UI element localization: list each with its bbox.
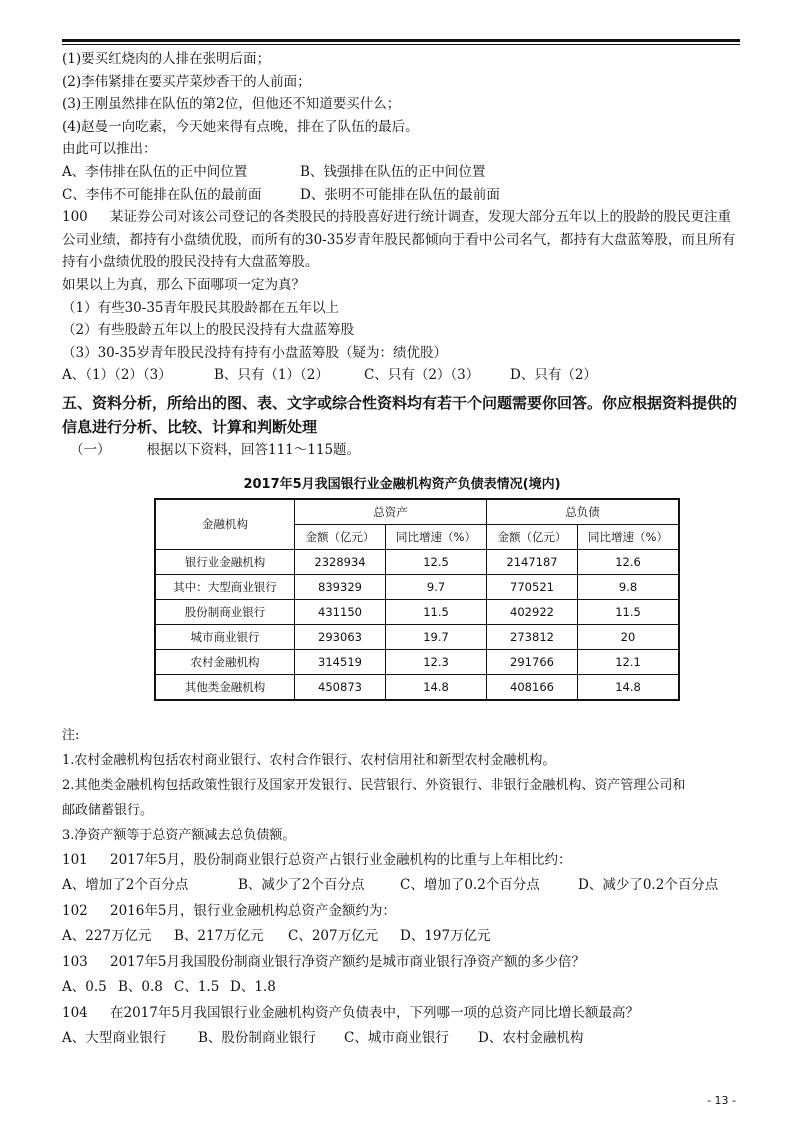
header-rule-thick bbox=[62, 39, 740, 42]
table-header-row bbox=[155, 499, 679, 525]
cell-assets-amount: 839329 bbox=[295, 574, 386, 599]
condition-line: (3)王刚虽然排在队伍的第2位，但他还不知道要买什么； bbox=[62, 96, 401, 113]
question-number: 103 bbox=[62, 953, 88, 970]
question-103 bbox=[62, 950, 742, 1001]
cell-liab-amount: 402922 bbox=[487, 599, 578, 624]
cell-liab-amount: 291766 bbox=[487, 649, 578, 674]
table-row bbox=[155, 599, 679, 624]
question-102 bbox=[62, 899, 742, 950]
header-liab-amount: 金额（亿元） bbox=[487, 524, 578, 549]
sub-section-text: 根据以下资料，回答111～115题。 bbox=[146, 441, 361, 458]
cell-institution: 股份制商业银行 bbox=[155, 599, 295, 624]
q99-option-a: A、李伟排在队伍的正中间位置 bbox=[62, 163, 248, 180]
page-number: - 13 - bbox=[707, 1094, 736, 1107]
header-assets-amount: 金额（亿元） bbox=[295, 524, 386, 549]
question-number: 104 bbox=[62, 1004, 88, 1021]
header-total-assets: 总资产 bbox=[295, 499, 487, 525]
q100-option-a: A、（1）（2）（3） bbox=[62, 367, 172, 384]
option-b: B、0.8 bbox=[118, 979, 163, 996]
option-a: A、大型商业银行 bbox=[62, 1030, 167, 1047]
inference-text: 由此可以推出： bbox=[62, 141, 157, 158]
option-d: D、197万亿元 bbox=[400, 928, 491, 945]
question-text: 2017年5月，股份制商业银行总资产占银行业金融机构的比重与上年相比约： bbox=[110, 851, 572, 868]
table-row bbox=[155, 574, 679, 599]
header-rule-thin bbox=[62, 44, 740, 45]
q99-option-d: D、张明不可能排在队伍的最前面 bbox=[300, 186, 500, 203]
cell-assets-amount: 450873 bbox=[295, 674, 386, 700]
option-b: B、217万亿元 bbox=[174, 928, 264, 945]
cell-assets-growth: 12.3 bbox=[386, 649, 487, 674]
q100-item: （3）30-35岁青年股民没持有持有小盘蓝筹股（疑为：绩优股） bbox=[62, 344, 448, 361]
cell-liab-amount: 273812 bbox=[487, 624, 578, 649]
header-institution: 金融机构 bbox=[155, 499, 295, 550]
cell-assets-growth: 12.5 bbox=[386, 549, 487, 574]
condition-line: (2)李伟紧排在要买芹菜炒香干的人前面； bbox=[62, 73, 311, 90]
note-line: 邮政储蓄银行。 bbox=[62, 802, 154, 818]
question-text: 2017年5月我国股份制商业银行净资产额约是城市商业银行净资产额的多少倍？ bbox=[110, 953, 585, 970]
header-assets-growth: 同比增速（%） bbox=[386, 524, 487, 549]
header-total-liabilities: 总负债 bbox=[487, 499, 680, 525]
q100-item: （1）有些30-35青年股民其股龄都在五年以上 bbox=[62, 299, 340, 316]
cell-liab-growth: 11.5 bbox=[578, 599, 680, 624]
question-number: 100 bbox=[62, 209, 88, 226]
conditions bbox=[62, 48, 742, 138]
balance-sheet-table bbox=[154, 498, 680, 701]
q99-options-row bbox=[62, 184, 742, 207]
option-c: C、207万亿元 bbox=[288, 928, 379, 945]
option-d: D、减少了0.2个百分点 bbox=[578, 877, 719, 894]
cell-assets-growth: 11.5 bbox=[386, 599, 487, 624]
table-row bbox=[155, 649, 679, 674]
question-number: 102 bbox=[62, 902, 88, 919]
option-b: B、股份制商业银行 bbox=[198, 1030, 316, 1047]
cell-assets-growth: 14.8 bbox=[386, 674, 487, 700]
option-a: A、增加了2个百分点 bbox=[62, 877, 189, 894]
q99-option-b: B、钱强排在队伍的正中间位置 bbox=[300, 163, 486, 180]
cell-liab-amount: 408166 bbox=[487, 674, 578, 700]
cell-assets-amount: 293063 bbox=[295, 624, 386, 649]
question-text: 在2017年5月我国银行业金融机构资产负债表中，下列哪一项的总资产同比增长额最高？ bbox=[110, 1004, 639, 1021]
cell-institution: 城市商业银行 bbox=[155, 624, 295, 649]
question-101 bbox=[62, 848, 742, 899]
option-c: C、城市商业银行 bbox=[344, 1030, 449, 1047]
sub-section-label: （一） bbox=[70, 441, 111, 458]
cell-institution: 农村金融机构 bbox=[155, 649, 295, 674]
cell-assets-amount: 314519 bbox=[295, 649, 386, 674]
cell-liab-growth: 14.8 bbox=[578, 674, 680, 700]
cell-liab-growth: 20 bbox=[578, 624, 680, 649]
q99-options-row bbox=[62, 161, 742, 184]
q100-option-c: C、只有（2）（3） bbox=[364, 367, 480, 384]
q99-option-c: C、李伟不可能排在队伍的最前面 bbox=[62, 186, 262, 203]
sub-section bbox=[62, 439, 742, 461]
note-line: 2.其他类金融机构包括政策性银行及国家开发银行、民营银行、外资银行、非银行金融机构、资产管理公司和 bbox=[62, 777, 686, 793]
section-heading: 五、资料分析，所给出的图、表、文字或综合性资料均有若干个问题需要你回答。你应根据资料提供的信息进行分析、比较、计算和判断处理 bbox=[62, 393, 738, 436]
question-text: 2016年5月，银行业金融机构总资产金额约为： bbox=[110, 902, 396, 919]
table-row bbox=[155, 674, 679, 700]
table-row bbox=[155, 624, 679, 649]
question-text: 某证券公司对该公司登记的各类股民的持股喜好进行统计调查，发现大部分五年以上的股龄的股民更注重公司业绩，都持有小盘绩优股，而所有的30-35岁青年股民都倾向于看中公司名气，都持有大盘蓝筹股，而且所有持有小盘绩优股的股民没持有大盘蓝筹股。 bbox=[62, 209, 736, 271]
cell-assets-amount: 431150 bbox=[295, 599, 386, 624]
table-row bbox=[155, 549, 679, 574]
table-notes bbox=[62, 723, 742, 848]
q100-options-row bbox=[62, 364, 742, 387]
option-c: C、增加了0.2个百分点 bbox=[400, 877, 540, 894]
q100-item: （2）有些股龄五年以上的股民没持有大盘蓝筹股 bbox=[62, 322, 355, 339]
note-line: 1.农村金融机构包括农村商业银行、农村合作银行、农村信用社和新型农村金融机构。 bbox=[62, 752, 556, 768]
q100-ask: 如果以上为真，那么下面哪项一定为真？ bbox=[62, 276, 305, 293]
cell-liab-growth: 12.1 bbox=[578, 649, 680, 674]
option-d: D、农村金融机构 bbox=[478, 1030, 584, 1047]
question-104 bbox=[62, 1001, 742, 1052]
q100-stem bbox=[62, 206, 742, 274]
condition-line: (1)要买红烧肉的人排在张明后面； bbox=[62, 51, 271, 67]
cell-liab-amount: 2147187 bbox=[487, 549, 578, 574]
cell-institution: 银行业金融机构 bbox=[155, 549, 295, 574]
option-c: C、1.5 bbox=[174, 979, 220, 996]
q100-option-b: B、只有（1）（2） bbox=[214, 367, 329, 384]
option-d: D、1.8 bbox=[230, 979, 276, 996]
question-number: 101 bbox=[62, 851, 88, 868]
condition-line: (4)赵曼一向吃素，今天她来得有点晚，排在了队伍的最后。 bbox=[62, 118, 419, 135]
cell-assets-amount: 2328934 bbox=[295, 549, 386, 574]
table-title: 2017年5月我国银行业金融机构资产负债表情况(境内) bbox=[243, 476, 561, 492]
cell-assets-growth: 9.7 bbox=[386, 574, 487, 599]
cell-liab-amount: 770521 bbox=[487, 574, 578, 599]
q100-option-d: D、只有（2） bbox=[510, 367, 597, 384]
page-content bbox=[62, 48, 742, 1052]
option-a: A、0.5 bbox=[62, 979, 107, 996]
cell-institution: 其他类金融机构 bbox=[155, 674, 295, 700]
cell-liab-growth: 9.8 bbox=[578, 574, 680, 599]
cell-institution: 其中：大型商业银行 bbox=[155, 574, 295, 599]
option-b: B、减少了2个百分点 bbox=[238, 877, 365, 894]
note-line: 3.净资产额等于总资产额减去总负债额。 bbox=[62, 827, 296, 843]
notes-heading: 注: bbox=[62, 727, 80, 743]
cell-liab-growth: 12.6 bbox=[578, 549, 680, 574]
option-a: A、227万亿元 bbox=[62, 928, 152, 945]
cell-assets-growth: 19.7 bbox=[386, 624, 487, 649]
header-liab-growth: 同比增速（%） bbox=[578, 524, 680, 549]
